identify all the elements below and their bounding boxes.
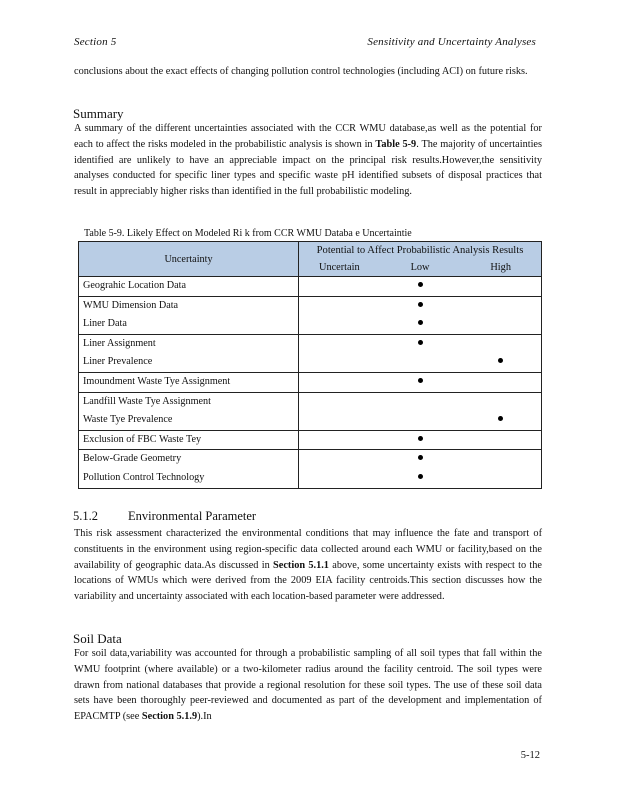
uncertainty-label: Liner Prevalence — [83, 356, 153, 368]
intro-paragraph: conclusions about the exact effects of changing pollution control technologies (including ACI) on future risks. — [74, 66, 528, 77]
uncertainty-label: Below-Grade Geometry — [83, 453, 182, 465]
uncertainty-label: Exclusion of FBC Waste Tey — [83, 433, 202, 445]
uncertainty-cell — [79, 296, 299, 334]
summary-table-ref: Table 5-9 — [375, 138, 417, 150]
soil-text-a: For soil data,variability was accounted for through a probabilistic sampling of all soil types that fall within the WMU footprint (where available) or a two-kilometer radius around the facility centroid. The soil types were drawn from national databases that provide a regional resolution for these soil types. The use of these soil data sets have been thoroughly peer-reviewed and documented as part of the development and implementation of EPACMTP (see — [74, 648, 542, 723]
env-text-b: above, some uncertainty exists with respect to the locations of WMUs which were derived from the 2009 EIA facility centroids.This section discusses how the variability and uncertainty associated with each location-based parameter were addressed. — [74, 559, 542, 603]
col-potential-label: Potential to Affect Probabilistic Analysis Results — [316, 245, 524, 256]
table-row — [79, 372, 542, 392]
table-row — [79, 296, 542, 334]
summary-heading: Summary — [73, 106, 124, 121]
uncertainty-label: Waste Tye Prevalence — [83, 414, 173, 426]
soil-text-b: ).In — [197, 711, 212, 723]
env-heading — [73, 509, 256, 524]
effect-cell — [299, 372, 542, 392]
uncertainty-label: Liner Assignment — [83, 337, 156, 349]
level-high: High — [490, 262, 511, 273]
summary-paragraph — [74, 121, 542, 200]
soil-heading: Soil Data — [73, 631, 122, 646]
uncertainty-cell — [79, 450, 299, 488]
level-low: Low — [410, 262, 430, 273]
uncertainty-label: Landfill Waste Tye Assignment — [83, 395, 211, 407]
table-body — [79, 277, 542, 489]
table-row — [79, 430, 542, 450]
effect-cell — [299, 296, 542, 334]
header-title: Sensitivity and Uncertainty Analyses — [367, 36, 536, 48]
effect-cell — [299, 430, 542, 450]
effect-cell — [299, 277, 542, 297]
uncertainty-cell — [79, 430, 299, 450]
uncertainty-cell — [79, 392, 299, 430]
table-caption: Table 5-9. Likely Effect on Modeled Ri k from CCR WMU Databa e Uncertaintie — [84, 228, 412, 239]
page-number: 5-12 — [520, 750, 540, 761]
level-uncertain: Uncertain — [319, 262, 360, 273]
effect-cell — [299, 392, 542, 430]
uncertainty-cell — [79, 277, 299, 297]
effect-marker-low — [418, 320, 423, 325]
env-text-a: This risk assessment characterized the environmental conditions that may influence the fate and transport of constituents in the environment using region-specific data collected around each WMU or facility,based on the availability of geographic data.As discussed in — [74, 528, 542, 571]
uncertainty-table — [78, 241, 542, 489]
summary-text-b: . The majority of uncertainties identified are unlikely to have an appreciable impact on the principal risk results.However,the sensitivity analyses conducted for specific liner types and specific waste pH identified subsets of disposal practices that result in appreciably higher risks than identified in the full probabilistic modeling. — [74, 138, 543, 198]
effect-marker-low — [418, 474, 423, 479]
effect-marker-high — [498, 416, 503, 421]
env-section-ref: Section 5.1.1 — [273, 559, 329, 571]
header-section: Section 5 — [74, 36, 117, 48]
table-row — [79, 334, 542, 372]
effect-marker-low — [418, 302, 423, 307]
soil-paragraph — [74, 646, 542, 725]
uncertainty-cell — [79, 334, 299, 372]
effect-marker-high — [498, 358, 503, 363]
table-row — [79, 277, 542, 297]
col-uncertainty: Uncertainty — [79, 242, 299, 277]
soil-section-ref: Section 5.1.9 — [141, 711, 198, 723]
uncertainty-label: Liner Data — [83, 318, 127, 330]
effect-cell — [299, 450, 542, 488]
uncertainty-label: Geograhic Location Data — [83, 280, 186, 291]
effect-marker-low — [418, 455, 423, 460]
col-potential — [299, 242, 542, 277]
uncertainty-label: Imoundment Waste Tye Assignment — [83, 375, 231, 387]
table-row — [79, 450, 542, 488]
uncertainty-label: WMU Dimension Data — [83, 299, 179, 311]
uncertainty-cell — [79, 372, 299, 392]
effect-marker-low — [418, 340, 423, 345]
env-section-number: 5.1.2 — [73, 509, 98, 523]
summary-text-a: A summary of the different uncertainties associated with the CCR WMU database,as well as the potential for each to affect the risks modeled in the probabilistic analysis is shown in — [74, 123, 542, 150]
env-paragraph — [74, 526, 542, 605]
effect-marker-low — [418, 436, 423, 441]
effect-marker-low — [418, 378, 423, 383]
env-heading-text: Environmental Parameter — [128, 509, 257, 523]
table-row — [79, 392, 542, 430]
uncertainty-label: Pollution Control Technology — [83, 471, 205, 483]
effect-marker-low — [418, 282, 423, 287]
effect-cell — [299, 334, 542, 372]
